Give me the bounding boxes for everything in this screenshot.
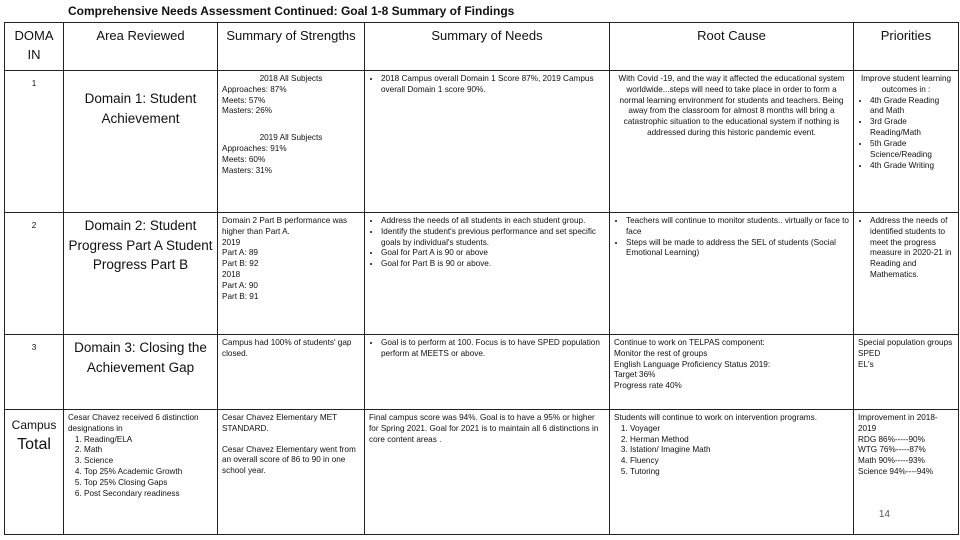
strengths-line: Domain 2 Part B performance was higher than Part A. [222,216,348,236]
root-cause-line: Target 36% [614,370,656,380]
area-reviewed: Domain 3: Closing the Achievement Gap [64,335,218,410]
header-domain: DOMA IN [5,23,64,71]
intervention-item: 4. Fluency [630,456,849,467]
strengths-text: Campus had 100% of students' gap closed. [218,335,365,410]
table-row-domain-1 [5,71,959,213]
priority-line: Math 90%-----93% [858,456,925,466]
strengths-line: 2018 [222,270,241,280]
domain-number: 1 [5,71,64,213]
campus-label: Campus [11,418,57,432]
needs-item: • Goal for Part A is 90 or above [381,248,605,259]
strengths-cell [218,71,365,213]
header-priorities: Priorities [854,23,959,71]
strengths-line: 2019 [222,237,241,247]
root-cause-line: English Language Proficiency Status 2019: [614,359,771,369]
priority-line: Special population groups [858,338,953,347]
needs-item: • Identify the student's previous performance and set specific goals by individual's students. [381,227,605,249]
priority-line: WTG 76%-----87% [858,445,926,455]
root-cause-line: Monitor the rest of groups [614,348,708,358]
header-strengths: Summary of Strengths [218,23,365,71]
strengths-line: Meets: 57% [222,95,266,105]
distinction-item: 2. Math [84,445,213,456]
strengths-line: Meets: 60% [222,154,266,164]
strengths-line: Part B: 92 [222,259,259,269]
table-row-domain-2 [5,213,959,335]
strengths-line: Cesar Chavez Elementary MET STANDARD. [222,413,337,433]
priorities-intro: Improve student learning outcomes in : [860,74,952,94]
intervention-item: 3. Istation/ Imagine Math [630,445,849,456]
priority-item: • Address the needs of identified students to meet the progress measure in 2020-21 in Reading and Mathematics. [870,216,954,281]
root-cause-item: • Steps will be made to address the SEL of students (Social Emotional Learning) [626,238,849,260]
distinction-item: 3. Science [84,456,213,467]
priorities-cell [854,335,959,410]
area-reviewed: Domain 1: Student Achievement [64,71,218,213]
strengths-line: Cesar Chavez Elementary went from an overall score of 86 to 90 in one school year. [222,444,356,476]
distinction-item: 6. Post Secondary readiness [84,489,213,500]
distinction-item: 1. Reading/ELA [84,435,213,446]
priorities-cell [854,410,959,535]
needs-cell [365,213,610,335]
priorities-cell [854,71,959,213]
priority-item: • 4th Grade Writing [870,161,954,172]
strengths-line: 2018 All Subjects [259,74,323,83]
strengths-cell [218,410,365,535]
priority-line: Improvement in 2018-2019 [858,413,938,433]
needs-item: • 2018 Campus overall Domain 1 Score 87%, 2019 Campus overall Domain 1 score 90%. [381,74,605,96]
strengths-cell [218,213,365,335]
needs-cell [365,335,610,410]
strengths-line: Part A: 90 [222,280,258,290]
strengths-line: Part A: 89 [222,248,258,258]
root-cause: With Covid -19, and the way it affected the educational system worldwide...steps will need to take place in order to form a normal learning environment for students and teachers. Being away from the classroom for almost 8 months will bring a catastrophic situation to the educational system if nothing is addressed during this historic pandemic event. [610,71,854,213]
table-row-campus-total [5,410,959,535]
root-cause-cell [610,410,854,535]
strengths-line: Part B: 91 [222,291,259,301]
domain-number: 2 [5,213,64,335]
root-cause-cell [610,213,854,335]
area-reviewed: Domain 2: Student Progress Part A Student Progress Part B [64,213,218,335]
findings-table [4,22,959,535]
strengths-line: 2019 All Subjects [259,133,323,143]
root-cause-intro: Students will continue to work on intervention programs. [614,413,817,422]
root-cause-line: Continue to work on TELPAS component: [614,338,765,347]
needs-text: Final campus score was 94%. Goal is to have a 95% or higher for Spring 2021. Goal for 2021 is to maintain all 6 distinctions in core content areas . [365,410,610,535]
distinction-item: 4. Top 25% Academic Growth [84,467,213,478]
priority-line: Science 94%----94% [858,467,934,477]
campus-total-label [5,410,64,535]
distinction-item: 5. Top 25% Closing Gaps [84,478,213,489]
priorities-cell [854,213,959,335]
intervention-item: 1. Voyager [630,424,849,435]
needs-item: • Goal for Part B is 90 or above. [381,259,605,270]
total-label: Total [17,435,51,453]
intervention-item: 5. Tutoring [630,467,849,478]
table-row-domain-3 [5,335,959,410]
needs-item: • Goal is to perform at 100. Focus is to have SPED population perform at MEETS or above. [381,338,605,360]
priority-item: • 5th Grade Science/Reading [870,139,954,161]
intervention-item: 2. Herman Method [630,435,849,446]
needs-item: • Address the needs of all students in each student group. [381,216,605,227]
priority-line: EL's [858,359,874,369]
root-cause-cell [610,335,854,410]
header-root-cause: Root Cause [610,23,854,71]
domain-number: 3 [5,335,64,410]
strengths-line: Approaches: 87% [222,84,287,94]
strengths-line: Masters: 31% [222,165,273,175]
root-cause-line: Progress rate 40% [614,381,682,391]
needs-cell [365,71,610,213]
priority-item: • 4th Grade Reading and Math [870,96,954,118]
strengths-line: Approaches: 91% [222,144,287,154]
page-number: 14 [878,509,890,520]
priority-line: SPED [858,348,881,358]
header-row [5,23,959,71]
header-needs: Summary of Needs [365,23,610,71]
priority-item: • 3rd Grade Reading/Math [870,117,954,139]
page-title: Comprehensive Needs Assessment Continued: Goal 1-8 Summary of Findings [68,4,515,18]
strengths-line: Masters: 26% [222,106,273,116]
distinctions-cell [64,410,218,535]
header-area: Area Reviewed [64,23,218,71]
distinctions-intro: Cesar Chavez received 6 distinction designations in [68,413,199,433]
root-cause-item: • Teachers will continue to monitor students.. virtually or face to face [626,216,849,238]
priority-line: RDG 86%-----90% [858,434,925,444]
